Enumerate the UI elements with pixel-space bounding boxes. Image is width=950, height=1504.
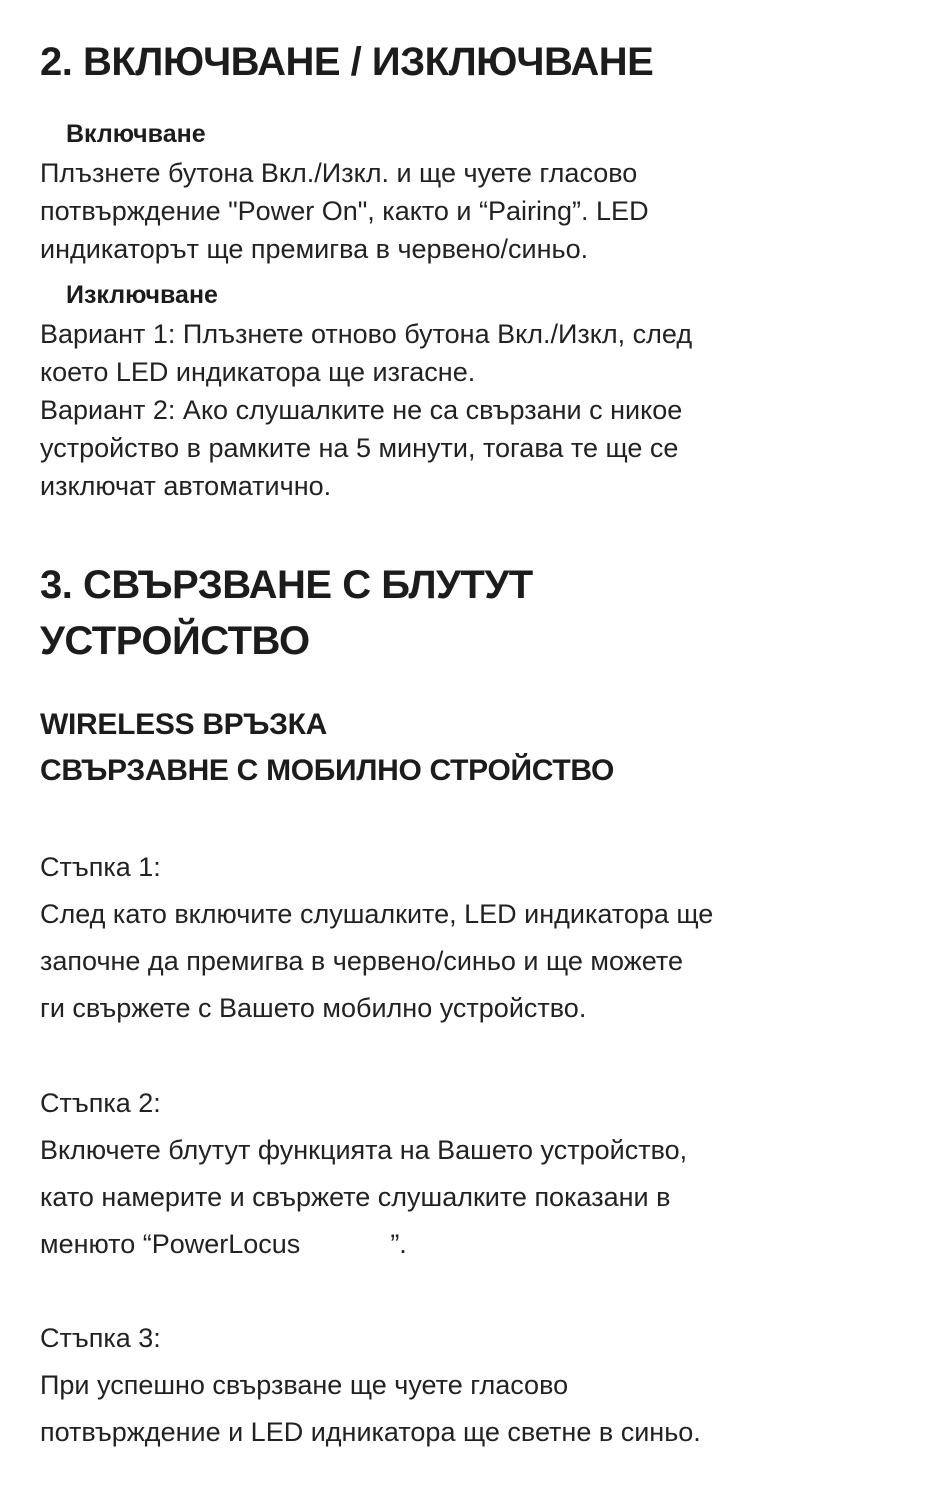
text-line: Включете блутут функцията на Вашето устройство, (40, 1135, 688, 1165)
text-line: След като включите слушалките, LED индикатора ще (40, 899, 714, 929)
text-line: потвърждение "Power On", както и “Pairing”. LED (40, 196, 649, 226)
text-line: Вариант 1: Плъзнете отново бутона Вкл./Изкл, след (40, 319, 693, 349)
section-3-title (40, 557, 533, 669)
text-line: Плъзнете бутона Вкл./Изкл. и ще чуете гласово (40, 158, 638, 188)
step-2 (40, 1080, 920, 1268)
title-line: 3. СВЪРЗВАНЕ С БЛУТУТ (40, 563, 533, 607)
text-line: менюто “PowerLocus ”. (40, 1229, 407, 1259)
text-line: като намерите и свържете слушалките показани в (40, 1182, 671, 1212)
section-2-title: 2. ВКЛЮЧВАНЕ / ИЗКЛЮЧВАНЕ (40, 40, 654, 84)
step-label: Стъпка 1: (40, 852, 161, 882)
text-line: което LED индикатора ще изгасне. (40, 357, 476, 387)
step-label: Стъпка 2: (40, 1088, 161, 1118)
section-3-subtitle (40, 702, 614, 794)
step-1 (40, 844, 920, 1032)
step-3 (40, 1315, 920, 1456)
text-line: започне да премигва в червено/синьо и ще можете (40, 946, 683, 976)
power-on-heading: Включване (66, 120, 206, 148)
text-line: При успешно свързване ще чуете гласово (40, 1370, 569, 1400)
text-line: индикаторът ще премигва в червено/синьо. (40, 234, 589, 264)
text-line: потвърждение и LED идникатора ще светне в синьо. (40, 1417, 701, 1447)
title-line: УСТРОЙСТВО (40, 619, 310, 663)
power-on-text (40, 154, 920, 268)
text-line: изключат автоматично. (40, 471, 332, 501)
subtitle-line: WIRELESS ВРЪЗКА (40, 708, 328, 741)
power-off-text (40, 315, 920, 505)
power-off-heading: Изключване (66, 281, 218, 309)
text-line: Вариант 2: Ако слушалките не са свързани с никое (40, 395, 683, 425)
text-line: ги свържете с Вашето мобилно устройство. (40, 993, 587, 1023)
text-line: устройство в рамките на 5 минути, тогава те ще се (40, 433, 679, 463)
subtitle-line: СВЪРЗАВНЕ С МОБИЛНО СТРОЙСТВО (40, 754, 615, 787)
step-label: Стъпка 3: (40, 1323, 161, 1353)
